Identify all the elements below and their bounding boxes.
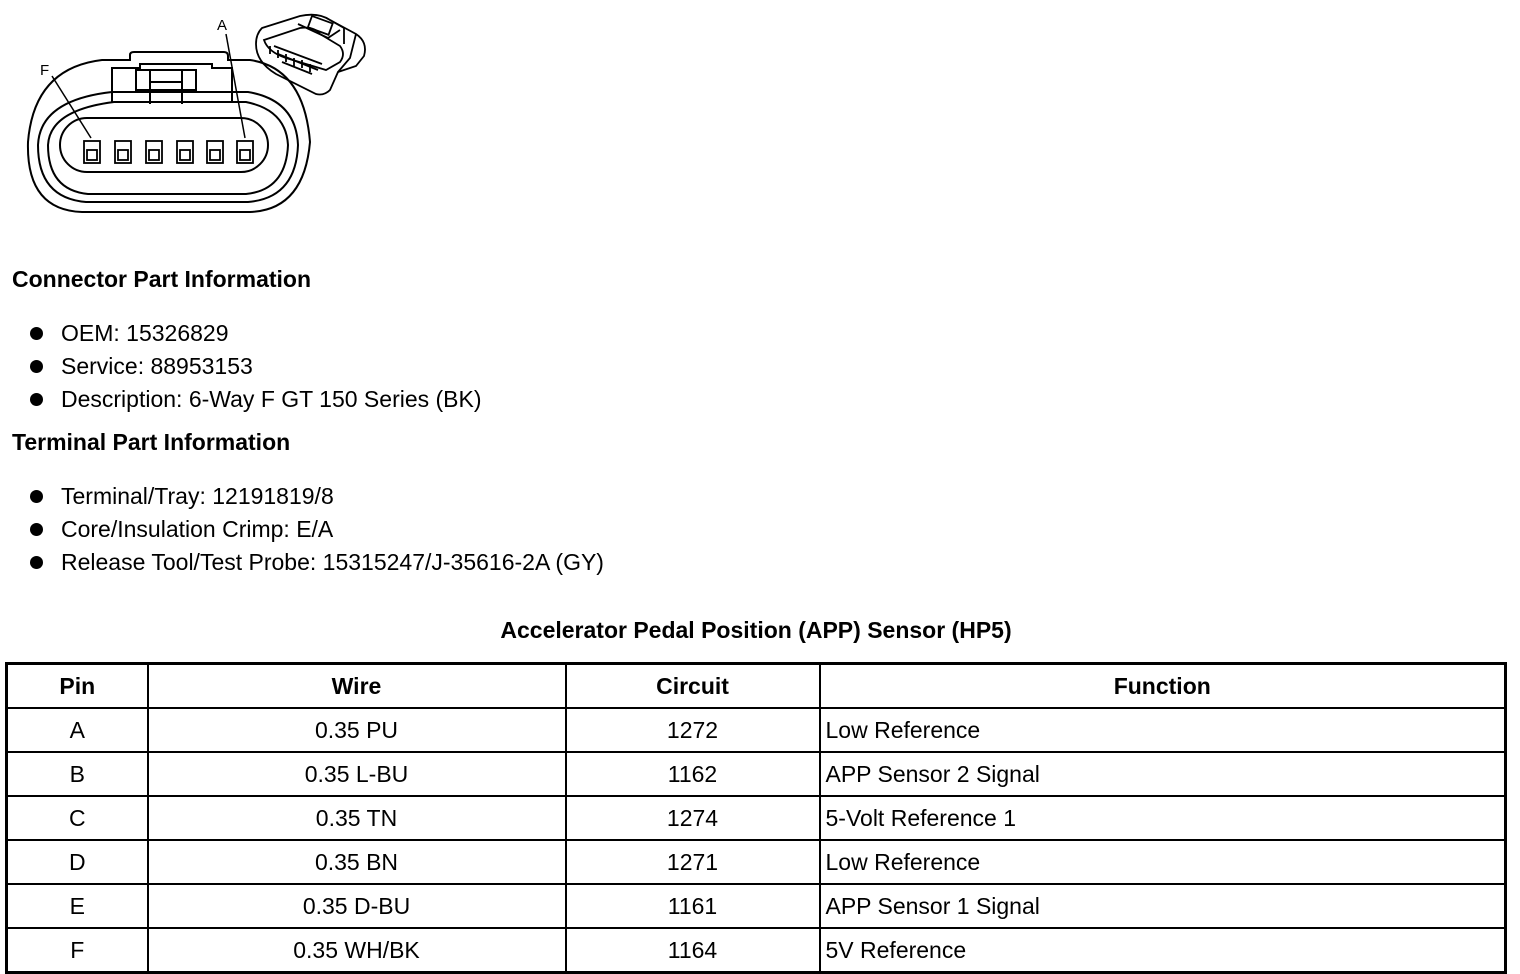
list-item [30,546,604,579]
cell-wire: 0.35 TN [148,796,566,840]
terminal-e [115,141,131,163]
cell-circuit: 1274 [566,796,820,840]
terminal-a [237,141,253,163]
list-item [30,383,482,416]
bullet-icon [30,393,43,406]
cell-function: 5V Reference [820,928,1506,973]
terminal-f [84,141,100,163]
cell-pin: B [7,752,148,796]
connector-diagram [20,10,380,220]
list-item [30,317,482,350]
table-header-row [7,664,1506,709]
cell-function: 5-Volt Reference 1 [820,796,1506,840]
connector-isometric-view [256,15,365,95]
bullet-icon [30,523,43,536]
connector-description: Description: 6-Way F GT 150 Series (BK) [61,386,482,412]
connector-part-list [30,317,482,416]
pinout-table-title: Accelerator Pedal Position (APP) Sensor (HP5) [500,617,1012,643]
cell-pin: C [7,796,148,840]
header-wire: Wire [148,664,566,709]
cell-circuit: 1271 [566,840,820,884]
table-row [7,752,1506,796]
cell-function: APP Sensor 1 Signal [820,884,1506,928]
terminal-part-heading: Terminal Part Information [12,429,291,455]
terminal-tray: Terminal/Tray: 12191819/8 [61,483,334,509]
connector-oem: OEM: 15326829 [61,320,229,346]
cell-circuit: 1162 [566,752,820,796]
pin-label-f: F [40,62,50,79]
cell-wire: 0.35 L-BU [148,752,566,796]
table-row [7,796,1506,840]
terminal-d [146,141,162,163]
cell-wire: 0.35 D-BU [148,884,566,928]
locking-tab-latch [150,70,182,104]
cell-circuit: 1272 [566,708,820,752]
table-row [7,708,1506,752]
cell-function: Low Reference [820,840,1506,884]
list-item [30,513,604,546]
cell-circuit: 1164 [566,928,820,973]
cell-pin: E [7,884,148,928]
cell-circuit: 1161 [566,884,820,928]
bullet-icon [30,360,43,373]
cell-pin: D [7,840,148,884]
cell-wire: 0.35 PU [148,708,566,752]
pinout-table [5,662,1507,974]
terminal-cavities [84,141,253,163]
connector-service: Service: 88953153 [61,353,253,379]
cell-pin: F [7,928,148,973]
cell-pin: A [7,708,148,752]
table-row [7,840,1506,884]
list-item [30,350,482,383]
locking-tab-window [136,70,196,90]
header-pin: Pin [7,664,148,709]
bullet-icon [30,556,43,569]
terminal-c [177,141,193,163]
leader-line-a [226,34,245,138]
pin-label-a: A [217,17,228,34]
bullet-icon [30,327,43,340]
connector-housing-inner [38,92,298,202]
table-row [7,884,1506,928]
header-function: Function [820,664,1506,709]
connector-part-heading: Connector Part Information [12,266,312,292]
bullet-icon [30,490,43,503]
cell-function: APP Sensor 2 Signal [820,752,1506,796]
terminal-b [207,141,223,163]
cell-wire: 0.35 BN [148,840,566,884]
header-circuit: Circuit [566,664,820,709]
cell-wire: 0.35 WH/BK [148,928,566,973]
terminal-release-tool: Release Tool/Test Probe: 15315247/J-35616-2A (GY) [61,549,604,575]
terminal-part-list [30,480,604,579]
terminal-crimp: Core/Insulation Crimp: E/A [61,516,334,542]
cell-function: Low Reference [820,708,1506,752]
list-item [30,480,604,513]
